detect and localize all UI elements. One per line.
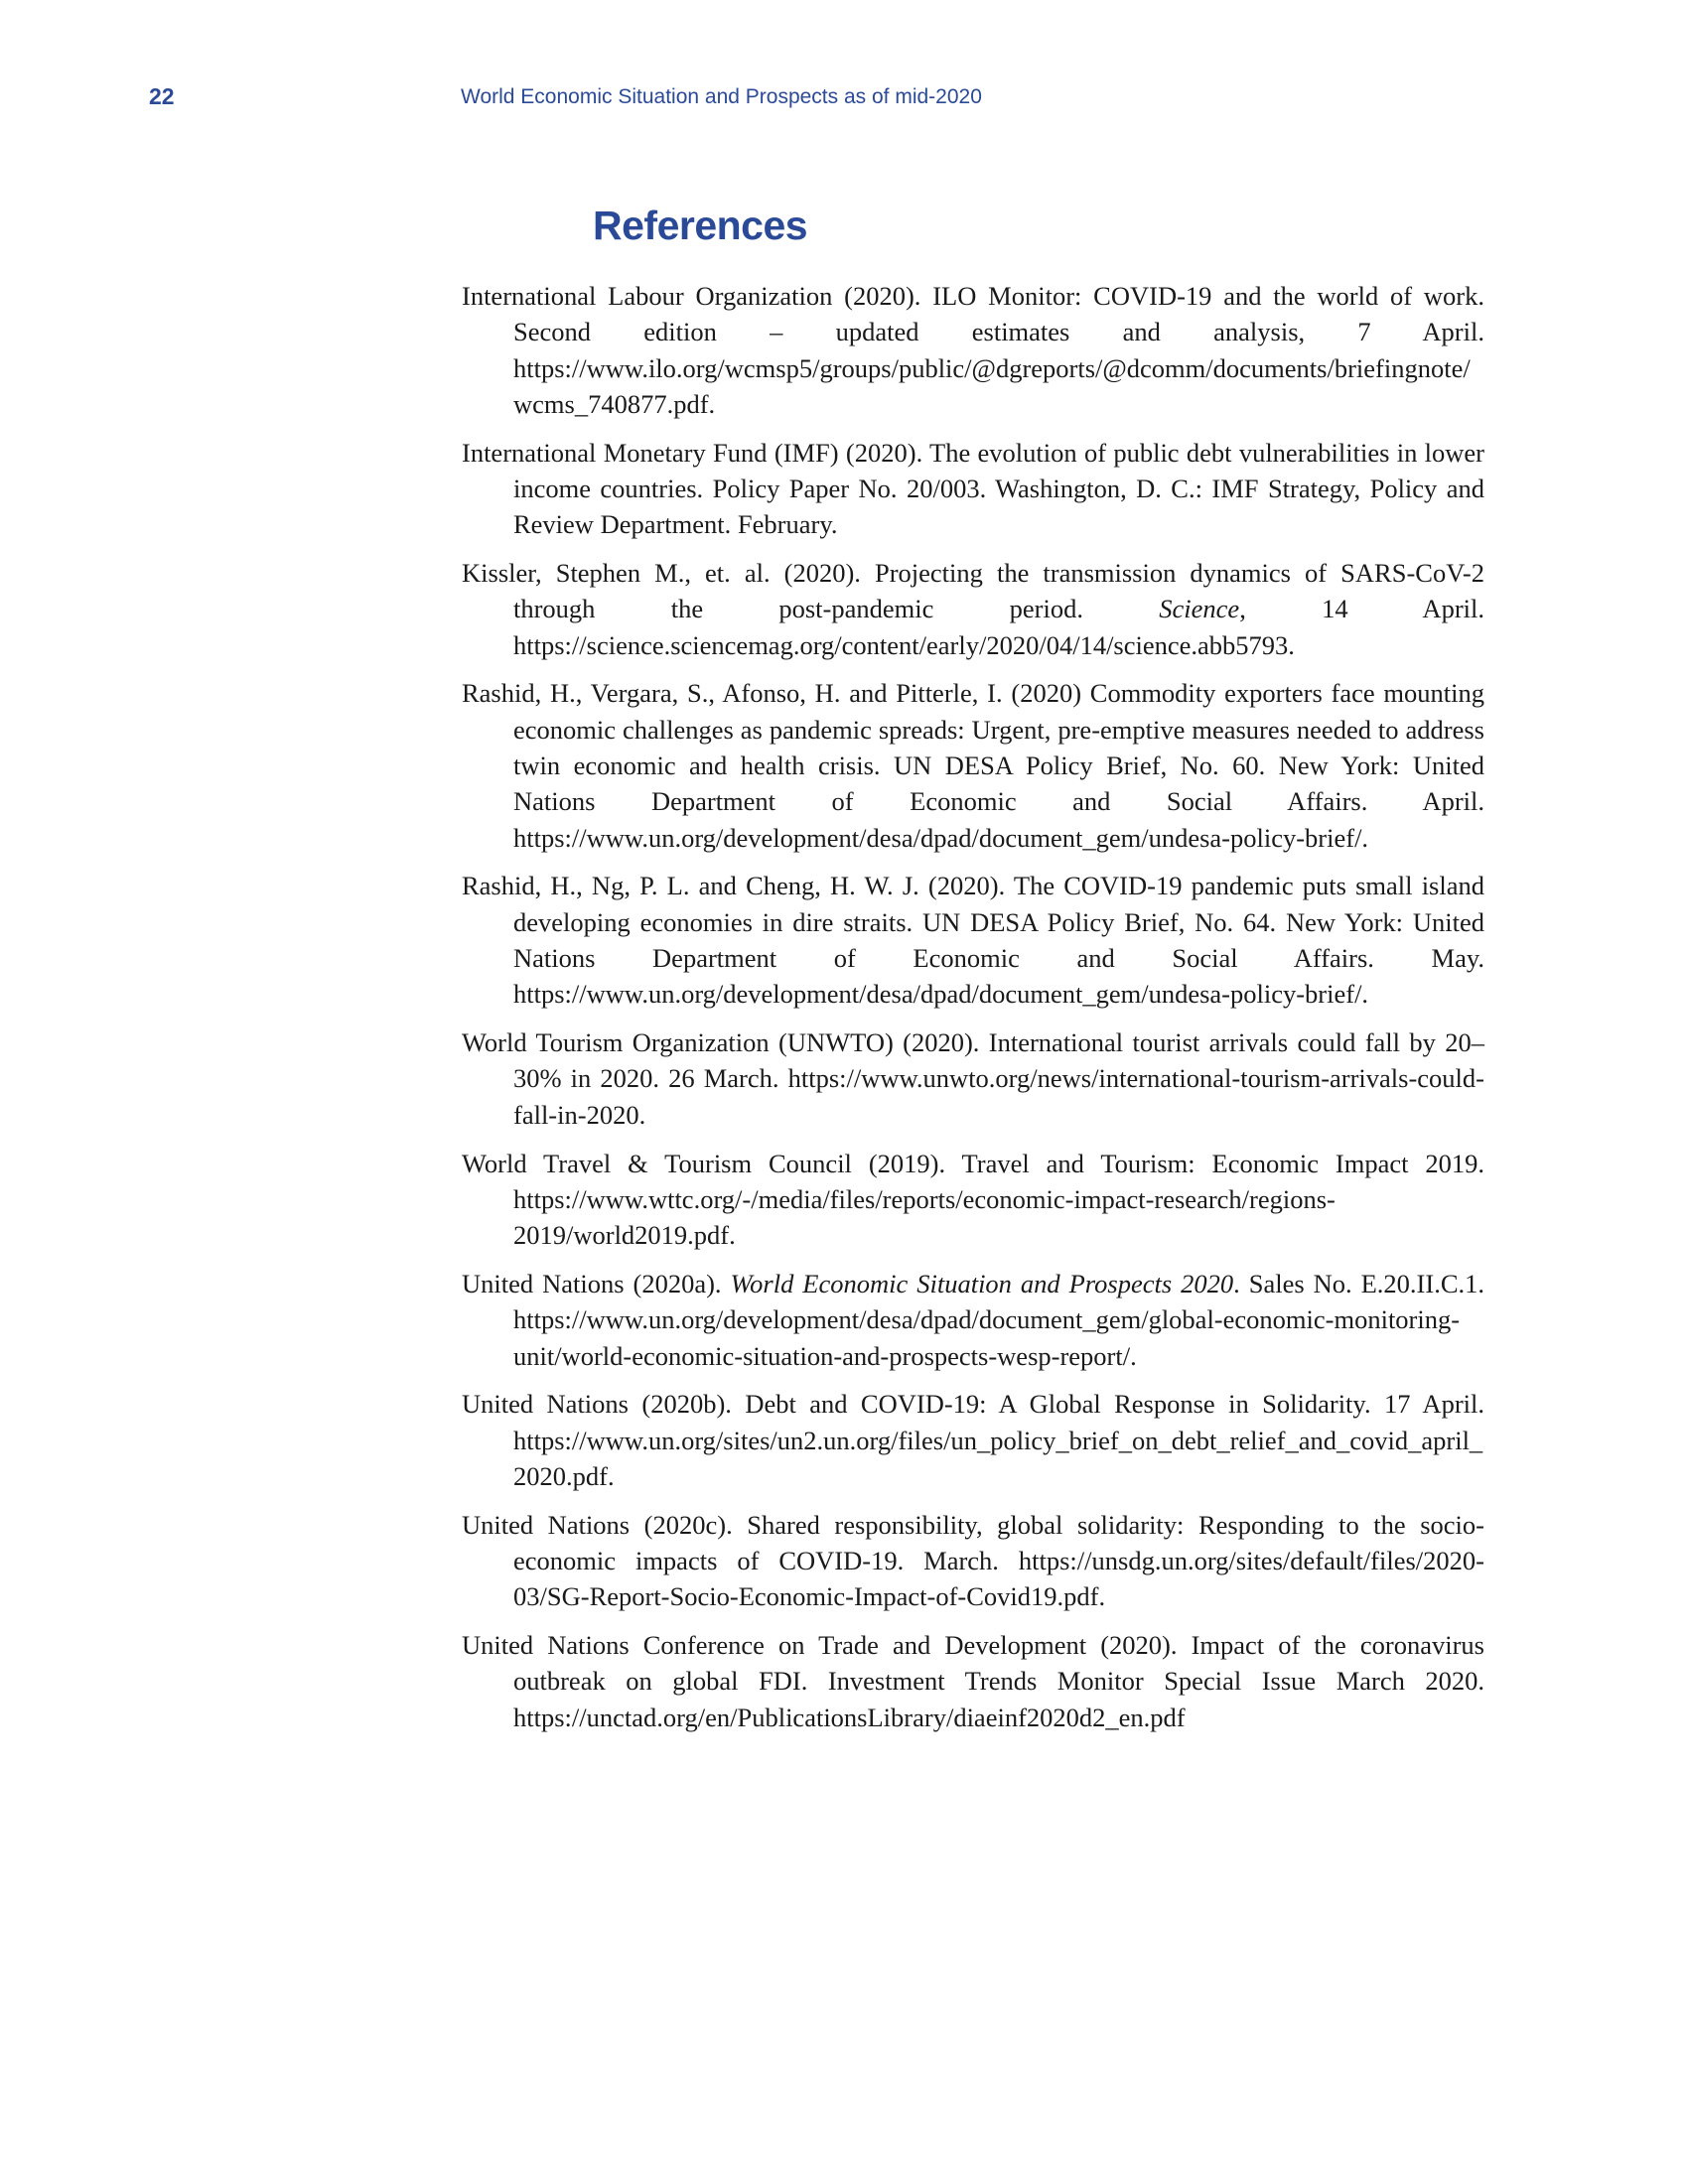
reference-rashid-2020-sids: Rashid, H., Ng, P. L. and Cheng, H. W. J. (2020). The COVID-19 pandemic puts small island developing economies in dire straits. UN DESA Policy Brief, No. 64. New York: United Nations Department of Economic and Social Affairs. May. https://www.un.org/development/desa/dpad/document_gem/undesa-policy-brief/.: [462, 871, 1484, 1010]
reference-un-2020b: United Nations (2020b). Debt and COVID-19: A Global Response in Solidarity. 17 April. https://www.un.org/sites/un2.un.org/files/un_policy_brief_on_debt_relief_and_covid_april_2020.pdf.: [462, 1389, 1484, 1491]
reference-un-2020a: [462, 1266, 1484, 1374]
reference-kissler-2020: [462, 555, 1484, 663]
reference-text: United Nations (2020a).: [462, 1268, 731, 1298]
reference-text: . Sales No. E.20.II.C.1. https://www.un.org/development/desa/dpad/document_gem/global-economic-monitoring-unit/world-economic-situation-and-prospects-wesp-report/.: [513, 1268, 1484, 1371]
reference-ilo-2020: International Labour Organization (2020). ILO Monitor: COVID-19 and the world of work. Second edition – updated estimates and analysis, 7 April. https://www.ilo.org/wcmsp5/groups/public/@dgreports/@dcomm/documents/briefingnote/wcms_740877.pdf.: [462, 281, 1484, 419]
references-list: [462, 278, 1484, 1747]
reference-imf-2020: International Monetary Fund (IMF) (2020). The evolution of public debt vulnerabilities in lower income countries. Policy Paper No. 20/003. Washington, D. C.: IMF Strategy, Policy and Review Department. February.: [462, 437, 1484, 540]
reference-rashid-2020-commodity: Rashid, H., Vergara, S., Afonso, H. and Pitterle, I. (2020) Commodity exporters face mounting economic challenges as pandemic spreads: Urgent, pre-emptive measures needed to address twin economic and health crisis. UN DESA Policy Brief, No. 60. New York: United Nations Department of Economic and Social Affairs. April. https://www.un.org/development/desa/dpad/document_gem/undesa-policy-brief/.: [462, 678, 1484, 853]
reference-text: Kissler, Stephen M., et. al. (2020). Projecting the transmission dynamics of SARS-CoV-2 through the post-pandemic period.: [462, 558, 1484, 624]
running-header-title: World Economic Situation and Prospects as of mid-2020: [461, 85, 982, 108]
references-heading: References: [593, 203, 808, 248]
page-number: 22: [149, 83, 175, 109]
journal-title: Science: [1159, 594, 1240, 624]
reference-text: , 14 April. https://science.sciencemag.org/content/early/2020/04/14/science.abb5793.: [513, 594, 1484, 660]
reference-unwto-2020: World Tourism Organization (UNWTO) (2020). International tourist arrivals could fall by 20–30% in 2020. 26 March. https://www.unwto.org/news/international-tourism-arrivals-could-fall-in-2020.: [462, 1027, 1484, 1130]
reference-un-2020c: United Nations (2020c). Shared responsibility, global solidarity: Responding to the socio-economic impacts of COVID-19. March. https://unsdg.un.org/sites/default/files/2020-03/SG-Report-Socio-Economic-Impact-of-Covid19.pdf.: [462, 1509, 1484, 1612]
reference-unctad-2020: United Nations Conference on Trade and Development (2020). Impact of the coronavirus outbreak on global FDI. Investment Trends Monitor Special Issue March 2020. https://unctad.org/en/PublicationsLibrary/diaeinf2020d2_en.pdf: [462, 1630, 1484, 1732]
publication-title: World Economic Situation and Prospects 2020: [730, 1268, 1234, 1298]
reference-wttc-2019: World Travel & Tourism Council (2019). Travel and Tourism: Economic Impact 2019. https://www.wttc.org/-/media/files/reports/economic-impact-research/regions-2019/world2019.pdf.: [462, 1148, 1484, 1251]
